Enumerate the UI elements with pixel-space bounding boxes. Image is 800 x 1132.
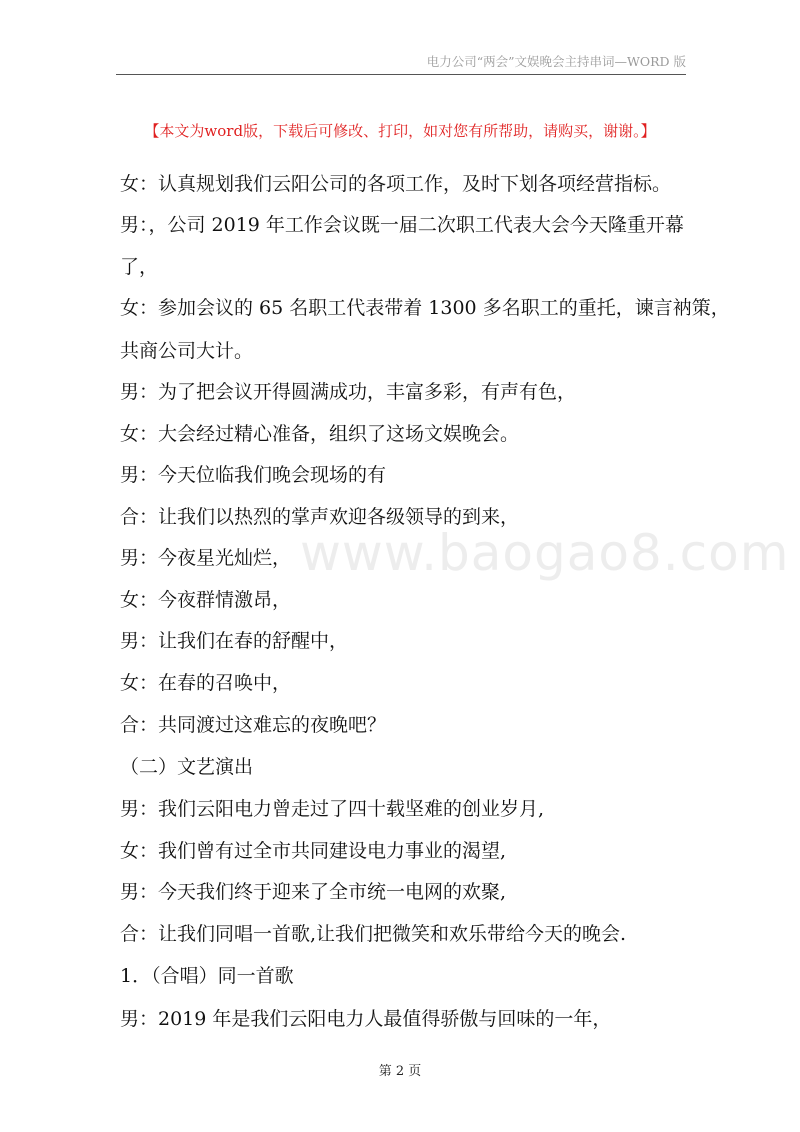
script-line: 男：今天位临我们晚会现场的有 [120,464,387,486]
script-line: 女：今夜群情激昂， [120,589,292,611]
program-item: 1．（合唱）同一首歌 [120,965,294,987]
document-header: 电力公司“两会”文娱晚会主持串词—WORD 版 [426,54,686,69]
script-line: 男：，公司 2019 年工作会议既一届二次职工代表大会今天隆重开幕 [120,214,684,236]
watermark: www.baogao8.com [300,524,790,582]
script-line: 男：为了把会议开得圆满成功，丰富多彩，有声有色， [120,381,577,403]
script-line: 女：认真规划我们云阳公司的各项工作，及时下划各项经营指标。 [120,173,672,195]
script-line: 男：我们云阳电力曾走过了四十载坚难的创业岁月, [120,798,545,820]
script-line: 女：参加会议的 65 名职工代表带着 1300 多名职工的重托，谏言衲策， [120,297,730,319]
script-line: 合：让我们同唱一首歌,让我们把微笑和欢乐带给今天的晚会. [120,923,627,945]
script-line: 男：今天我们终于迎来了全市统一电网的欢聚, [120,881,507,903]
script-line: 女：在春的召唤中， [120,672,292,694]
script-line: 男：2019 年是我们云阳电力人最值得骄傲与回味的一年， [120,1008,612,1030]
script-line: 合：共同渡过这难忘的夜晚吧？ [120,714,387,736]
script-line: 男：今夜星光灿烂， [120,547,292,569]
script-line: 女：我们曾有过全市共同建设电力事业的渴望, [120,840,507,862]
script-line: 男：让我们在春的舒醒中， [120,630,349,652]
script-line: 了， [120,256,159,278]
section-heading: （二）文艺演出 [120,756,254,778]
purchase-notice: 【本文为word版，下载后可修改、打印，如对您有所帮助，请购买，谢谢。】 [144,122,656,140]
page-number: 第 2 页 [378,1064,422,1079]
script-line: 女：大会经过精心准备，组织了这场文娱晚会。 [120,423,520,445]
script-line: 合：让我们以热烈的掌声欢迎各级领导的到来， [120,506,520,528]
header-divider [116,74,686,75]
script-line: 共商公司大计。 [120,340,254,362]
